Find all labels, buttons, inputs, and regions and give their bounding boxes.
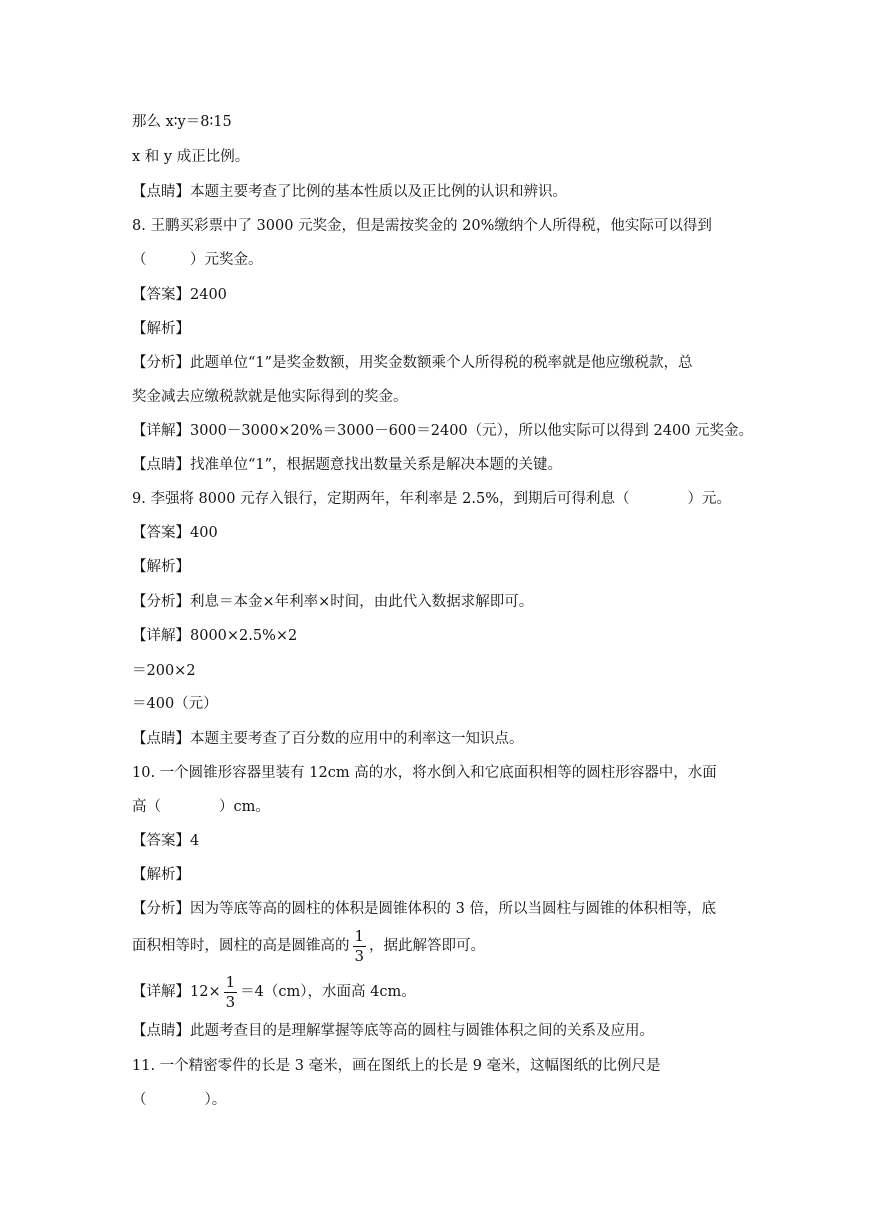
q9-answer: 【答案】400 [132,525,218,541]
q8-comment: 【点睛】找准单位“1”，根据题意找出数量关系是解决本题的关键。 [132,457,563,473]
calc-ratio-line: 那么 x∶y＝8∶15 [132,114,232,130]
q9-analysis-heading: 【解析】 [132,559,190,575]
fraction-numerator-2: 1 [225,972,236,991]
q10-analysis-cont-tail: ，据此解答即可。 [369,938,486,954]
fraction-one-third-2 [224,972,238,1011]
q11-question-cont: （ ）。 [132,1092,227,1108]
fraction-denominator: 3 [354,946,365,965]
q10-analysis-cont-text: 面积相等时，圆柱的高是圆锥高的 [132,938,350,954]
q11-question: 11. 一个精密零件的长是 3 毫米，画在图纸上的长是 9 毫米，这幅图纸的比例尺是 [132,1058,661,1074]
q8-answer: 【答案】2400 [132,287,227,303]
q9-question: 9. 李强将 8000 元存入银行，定期两年，年利率是 2.5%，到期后可得利息（ ）元。 [132,491,732,507]
q8-question: 8. 王鹏买彩票中了 3000 元奖金，但是需按奖金的 20%缴纳个人所得税，他实际可以得到 [132,218,712,234]
q8-detail: 【详解】3000－3000×20%＝3000－600＝2400（元），所以他实际可以得到 2400 元奖金。 [132,423,754,439]
q9-detail-step2: ＝200×2 [132,663,196,679]
q10-analysis-heading: 【解析】 [132,867,190,883]
q9-detail-step3: ＝400（元） [132,696,218,712]
q10-answer: 【答案】4 [132,833,200,849]
q8-question-cont: （ ）元奖金。 [132,252,263,268]
q10-question: 10. 一个圆锥形容器里装有 12cm 高的水，将水倒入和它底面积相等的圆柱形容器中，水面 [132,765,717,781]
fraction-denominator-2: 3 [225,992,236,1011]
q9-comment: 【点睛】本题主要考查了百分数的应用中的利率这一知识点。 [132,731,524,747]
q10-question-cont: 高（ ）cm。 [132,799,270,815]
q8-analysis-cont: 奖金减去应缴税款就是他实际得到的奖金。 [132,389,408,405]
q9-detail: 【详解】8000×2.5%×2 [132,628,298,644]
q9-analysis: 【分析】利息＝本金×年利率×时间，由此代入数据求解即可。 [132,594,534,610]
fraction-one-third [353,926,367,965]
conclusion-line: x 和 y 成正比例。 [132,149,250,165]
q7-comment: 【点睛】本题主要考查了比例的基本性质以及正比例的认识和辨识。 [132,184,567,200]
q10-analysis-cont [132,926,485,966]
q8-analysis-heading: 【解析】 [132,321,190,337]
q10-comment: 【点睛】此题考查目的是理解掌握等底等高的圆柱与圆锥体积之间的关系及应用。 [132,1023,654,1039]
fraction-numerator: 1 [354,926,365,945]
q10-detail-tail: ＝4（cm），水面高 4cm。 [240,984,416,1000]
q10-detail [132,972,416,1012]
q10-detail-text: 【详解】12× [132,984,221,1000]
q10-analysis: 【分析】因为等底等高的圆柱的体积是圆锥体积的 3 倍，所以当圆柱与圆锥的体积相等，底 [132,901,716,917]
q8-analysis: 【分析】此题单位“1”是奖金数额，用奖金数额乘个人所得税的税率就是他应缴税款，总 [132,355,693,371]
